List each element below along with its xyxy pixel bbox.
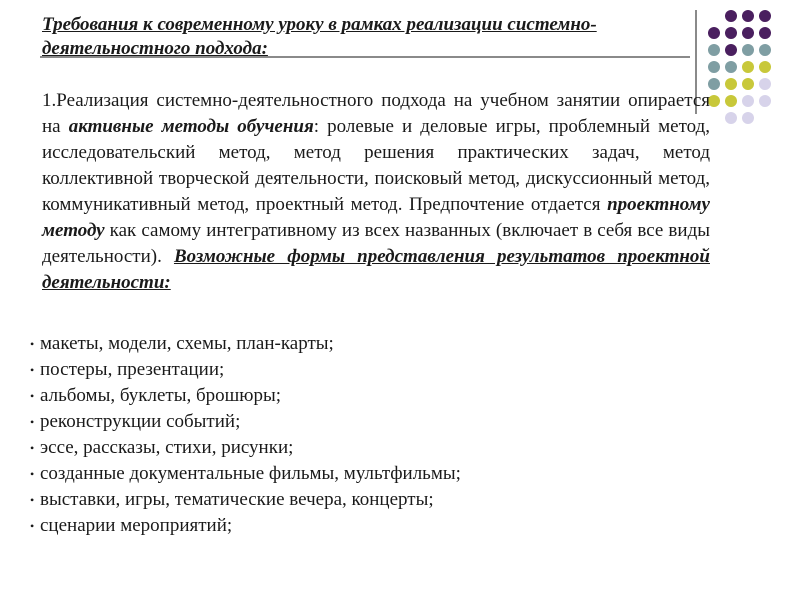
decorative-dot — [725, 44, 737, 56]
list-item: • созданные документальные фильмы, мультфильмы; — [30, 461, 710, 487]
decorative-dot — [725, 10, 737, 22]
decorative-dot — [708, 27, 720, 39]
list-item: • макеты, модели, схемы, план-карты; — [30, 331, 710, 357]
decorative-dot — [759, 10, 771, 22]
active-methods-emphasis: активные методы обучения — [68, 116, 314, 137]
decorative-dot — [759, 95, 771, 107]
decorative-dot — [725, 95, 737, 107]
slide-title: Требования к современному уроку в рамках реализации системно-деятельностного подхода: — [42, 14, 597, 59]
main-paragraph — [42, 88, 710, 296]
decorative-dot — [725, 61, 737, 73]
decorative-dot — [708, 44, 720, 56]
list-item: • эссе, рассказы, стихи, рисунки; — [30, 435, 710, 461]
result-forms-heading: Возможные формы представления результатов проектной деятельности: — [42, 246, 710, 293]
decorative-dot — [725, 27, 737, 39]
decorative-dot — [742, 112, 754, 124]
paragraph-text-1: 1.Реализация системно-деятельностного подхода на учебном занятии опирается на — [42, 90, 710, 137]
decorative-dot — [742, 95, 754, 107]
decorative-dot — [725, 112, 737, 124]
decorative-dot — [759, 61, 771, 73]
decorative-dot — [742, 78, 754, 90]
list-item: • реконструкции событий; — [30, 409, 710, 435]
decorative-dot — [759, 78, 771, 90]
decorative-dot — [742, 61, 754, 73]
paragraph-text-3: как самому интегративному из всех названных (включает в себя все виды деятельности). — [42, 220, 710, 267]
list-item: • альбомы, буклеты, брошюры; — [30, 383, 710, 409]
decorative-dot — [742, 10, 754, 22]
result-forms-list — [30, 331, 710, 539]
list-item: • выставки, игры, тематические вечера, концерты; — [30, 487, 710, 513]
list-item: • сценарии мероприятий; — [30, 513, 710, 539]
project-method-emphasis: проектному методу — [42, 194, 710, 241]
decorative-dot — [742, 44, 754, 56]
decorative-dot — [708, 61, 720, 73]
list-item: • постеры, презентации; — [30, 357, 710, 383]
decorative-dot — [725, 78, 737, 90]
paragraph-text-2: : ролевые и деловые игры, проблемный метод, исследовательский метод, метод решения практических задач, метод коллективной творческой деятельности, поисковый метод, дискуссионный метод, коммуникативный метод, проектный метод. Предпочтение отдается — [42, 116, 711, 215]
decorative-dot — [759, 44, 771, 56]
decorative-dot — [759, 27, 771, 39]
decorative-dot — [742, 27, 754, 39]
